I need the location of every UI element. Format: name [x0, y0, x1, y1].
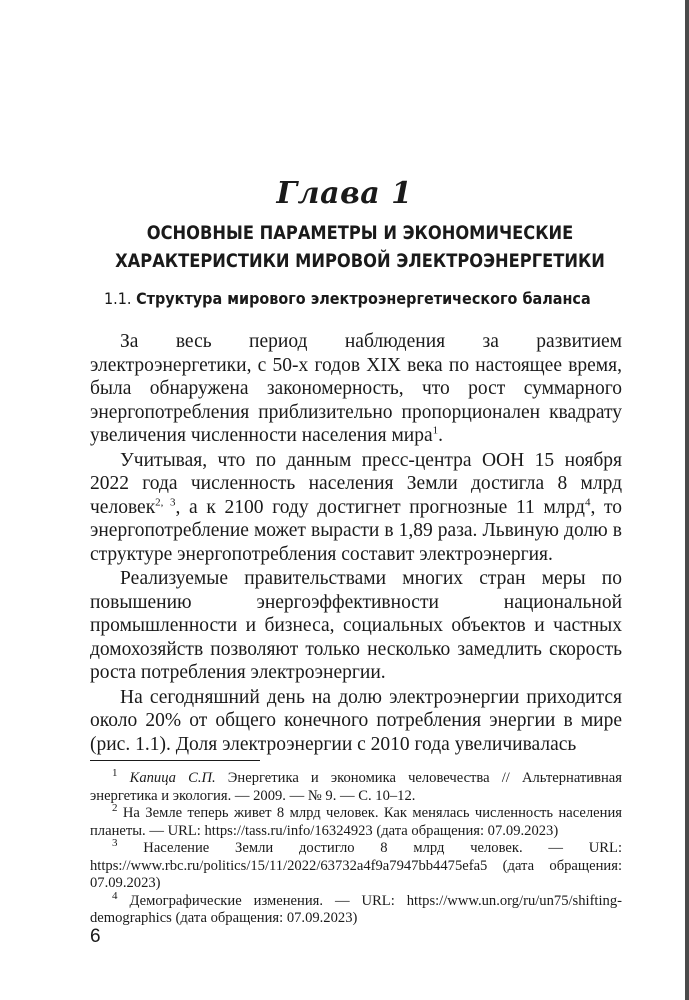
footnotes [90, 767, 622, 928]
paragraph-2-text-c: , то энергопотребление может вырасти в 1,89 раза. Львиную долю в структуре энергопотребления составит электроэнергия. [90, 496, 623, 565]
paragraph-3: Реализуемые правительствами многих стран меры по повышению энергоэффективности национальной промышленности и бизнеса, социальных объектов и частных домохозяйств позволяют только несколько замедлить скорость роста потребления электроэнергии. [90, 568, 622, 683]
footnote-3 [90, 837, 622, 893]
chapter-title: Глава 1 [276, 176, 413, 211]
body-text [90, 330, 622, 756]
page-number: 6 [90, 926, 101, 947]
chapter-heading-line-2: ХАРАКТЕРИСТИКИ МИРОВОЙ ЭЛЕКТРОЭНЕРГЕТИКИ [115, 251, 605, 272]
chapter-heading [96, 220, 624, 276]
paragraph-4: На сегодняшний день на долю электроэнергии приходится около 20% от общего конечного потребления энергии в мире (рис. 1.1). Доля электроэнергии с 2010 года увеличивалась [90, 686, 622, 755]
paragraph-2-text-a: Учитывая, что по данным пресс-центра ООН 15 ноября 2022 года численность населения Земли достигла 8 млрд человек [90, 449, 622, 518]
paragraph-1-end: . [438, 425, 444, 446]
footnote-3-number: 3 [112, 837, 118, 850]
section-number: 1.1. [104, 289, 132, 308]
paragraph-2-text-b: , а к 2100 году достигнет прогнозные 11 млрд [175, 496, 585, 518]
paragraph-2 [90, 449, 622, 567]
footnote-ref-2-3: 2, 3 [155, 496, 176, 508]
footnote-3-text: Население Земли достигло 8 млрд человек. — URL: https://www.rbc.ru/politics/15/11/2022/63732a4f9a7947bb4475efa5 (дата обращения: 07.09.2023) [90, 840, 622, 891]
footnote-2 [90, 802, 622, 840]
footnote-2-text: На Земле теперь живет 8 млрд человек. Как менялась численность населения планеты. — URL: https://tass.ru/info/16324923 (дата обращения: 07.09.2023) [90, 805, 622, 839]
footnote-ref-1: 1 [432, 424, 439, 437]
footnote-ref-4: 4 [584, 496, 591, 508]
footnote-1-author: Капица С.П. [129, 770, 216, 786]
footnote-4-number: 4 [112, 889, 118, 902]
chapter-heading-line-1: ОСНОВНЫЕ ПАРАМЕТРЫ И ЭКОНОМИЧЕСКИЕ [146, 223, 574, 244]
footnote-4 [90, 889, 622, 928]
footnote-1-text: Энергетика и экономика человечества // Альтернативная энергетика и экология. — 2009. — № 9. — С. 10–12. [90, 770, 622, 804]
footnote-2-number: 2 [112, 802, 118, 815]
paragraph-1 [90, 330, 622, 448]
section-heading [104, 289, 591, 308]
footnote-4-text: Демографические изменения. — URL: https://www.un.org/ru/un75/shifting-demographics (дата обращения: 07.09.2023) [90, 892, 622, 926]
section-title: Структура мирового электроэнергетического баланса [136, 289, 591, 308]
page-edge [685, 0, 689, 1000]
footnote-divider [90, 760, 260, 761]
paragraph-1-text: За весь период наблюдения за развитием электроэнергетики, с 50-х годов XIX века по настоящее время, была обнаружена закономерность, что рост суммарного энергопотребления приблизительно пропорционален квадрату увеличения численности населения мира [90, 331, 622, 446]
footnote-1 [90, 767, 622, 805]
footnote-1-number: 1 [112, 767, 118, 780]
